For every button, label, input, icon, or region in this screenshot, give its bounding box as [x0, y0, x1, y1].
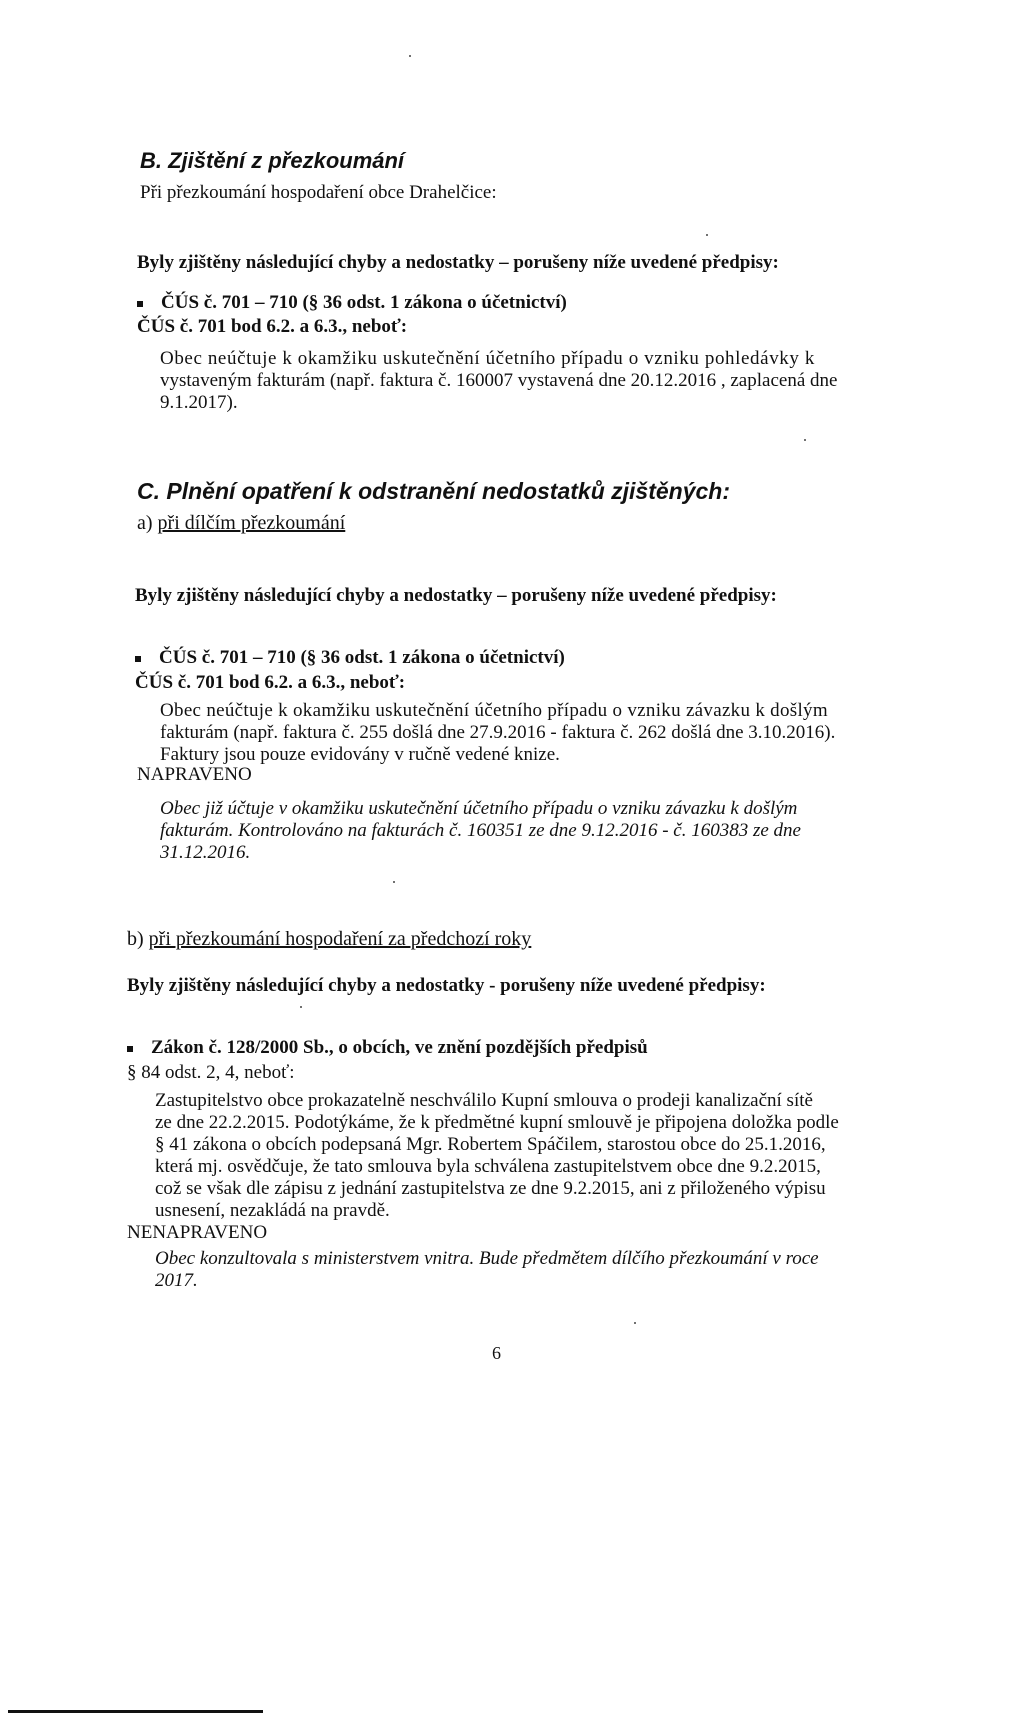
section-b-law-line: ČÚS č. 701 – 710 (§ 36 odst. 1 zákona o účetnictví) [161, 292, 567, 313]
section-b2-text-line: ze dne 22.2.2015. Podotýkáme, že k předmětné kupní smlouvě je připojena doložka podle [155, 1112, 839, 1133]
section-b2-remedy-line: Obec konzultovala s ministerstvem vnitra. Bude předmětem dílčího přezkoumání v roce [155, 1248, 819, 1269]
section-b2-text [155, 1090, 935, 1222]
sub-a-label: při dílčím přezkoumání [157, 512, 346, 534]
section-c-law-line: ČÚS č. 701 – 710 (§ 36 odst. 1 zákona o účetnictví) [159, 647, 565, 668]
scan-speck [300, 1006, 302, 1008]
section-b2-law-item [127, 1037, 648, 1059]
section-b2-text-line: Zastupitelstvo obce prokazatelně neschválilo Kupní smlouva o prodeji kanalizační sítě [155, 1090, 813, 1111]
section-c-subheading-a [137, 512, 345, 535]
section-b2-text-line: která mj. osvědčuje, že tato smlouva byla schválena zastupitelstvem obce dne 9.2.2015, [155, 1156, 821, 1177]
sub-b-prefix: b) [127, 928, 149, 950]
scan-edge-line [0, 1708, 1024, 1716]
sub-a-prefix: a) [137, 512, 158, 534]
section-c-text [160, 700, 920, 766]
section-c-heading: C. Plnění opatření k odstranění nedostatků zjištěných: [137, 478, 730, 504]
scan-edge-line-segment [8, 1710, 263, 1713]
section-c-bod-line: ČÚS č. 701 bod 6.2. a 6.3., neboť: [135, 672, 406, 693]
section-b2-found-line: Byly zjištěny následující chyby a nedostatky - porušeny níže uvedené předpisy: [127, 975, 766, 996]
section-c-text-line: fakturám (např. faktura č. 255 došlá dne 27.9.2016 - faktura č. 262 došlá dne 3.10.2016). [160, 722, 836, 743]
section-c-remedy-line: fakturám. Kontrolováno na fakturách č. 160351 ze dne 9.12.2016 - č. 160383 ze dne [160, 820, 801, 841]
section-b-text-line: 9.1.2017). [160, 392, 238, 413]
section-c-remedy-line: Obec již účtuje v okamžiku uskutečnění účetního případu o vzniku závazku k došlým [160, 798, 798, 819]
section-b-text [160, 348, 900, 414]
bullet-icon [127, 1046, 133, 1052]
scan-speck [393, 881, 395, 883]
section-b2-law-line: Zákon č. 128/2000 Sb., o obcích, ve znění pozdějších předpisů [151, 1037, 648, 1058]
section-b-intro: Při přezkoumání hospodaření obce Drahelčice: [140, 182, 497, 203]
section-b2-status: NENAPRAVENO [127, 1222, 268, 1243]
scan-speck [409, 55, 411, 57]
bullet-icon [135, 656, 141, 662]
section-b-found-line: Byly zjištěny následující chyby a nedostatky – porušeny níže uvedené předpisy: [137, 252, 779, 273]
section-b2-text-line: § 41 zákona o obcích podepsaná Mgr. Robertem Spáčilem, starostou obce do 25.1.2016, [155, 1134, 826, 1155]
section-b-bod-line: ČÚS č. 701 bod 6.2. a 6.3., neboť: [137, 316, 408, 337]
section-b2-text-line: což se však dle zápisu z jednání zastupitelstva ze dne 9.2.2015, ani z přiloženého výpisu [155, 1178, 826, 1199]
scan-speck [634, 1322, 636, 1324]
section-c-text-line: Obec neúčtuje k okamžiku uskutečnění účetního případu o vzniku závazku k došlým [160, 700, 828, 721]
section-b-text-line: Obec neúčtuje k okamžiku uskutečnění účetního případu o vzniku pohledávky k [160, 348, 815, 369]
section-b2-remedy [155, 1248, 935, 1292]
section-c-status: NAPRAVENO [137, 764, 252, 785]
section-b-heading: B. Zjištění z přezkoumání [140, 148, 405, 173]
section-c-found-line: Byly zjištěny následující chyby a nedostatky – porušeny níže uvedené předpisy: [135, 585, 777, 606]
scan-speck [706, 234, 708, 236]
section-c-remedy-line: 31.12.2016. [160, 842, 251, 863]
section-b-text-line: vystaveným fakturám (např. faktura č. 160007 vystavená dne 20.12.2016 , zaplacená dne [160, 370, 838, 391]
bullet-icon [137, 301, 143, 307]
sub-b-label: při přezkoumání hospodaření za předchozí roky [148, 928, 532, 950]
section-b2-remedy-line: 2017. [155, 1270, 198, 1291]
page-number: 6 [492, 1343, 501, 1363]
section-c-law-item [135, 647, 565, 669]
section-b2-subheading [127, 928, 531, 951]
section-b-law-item [137, 292, 567, 314]
section-c-remedy [160, 798, 920, 864]
section-b2-par-line: § 84 odst. 2, 4, neboť: [127, 1062, 295, 1083]
section-c-text-line: Faktury jsou pouze evidovány v ručně vedené knize. [160, 744, 560, 765]
section-b2-text-line: usnesení, nezakládá na pravdě. [155, 1200, 390, 1221]
scan-speck [804, 439, 806, 441]
